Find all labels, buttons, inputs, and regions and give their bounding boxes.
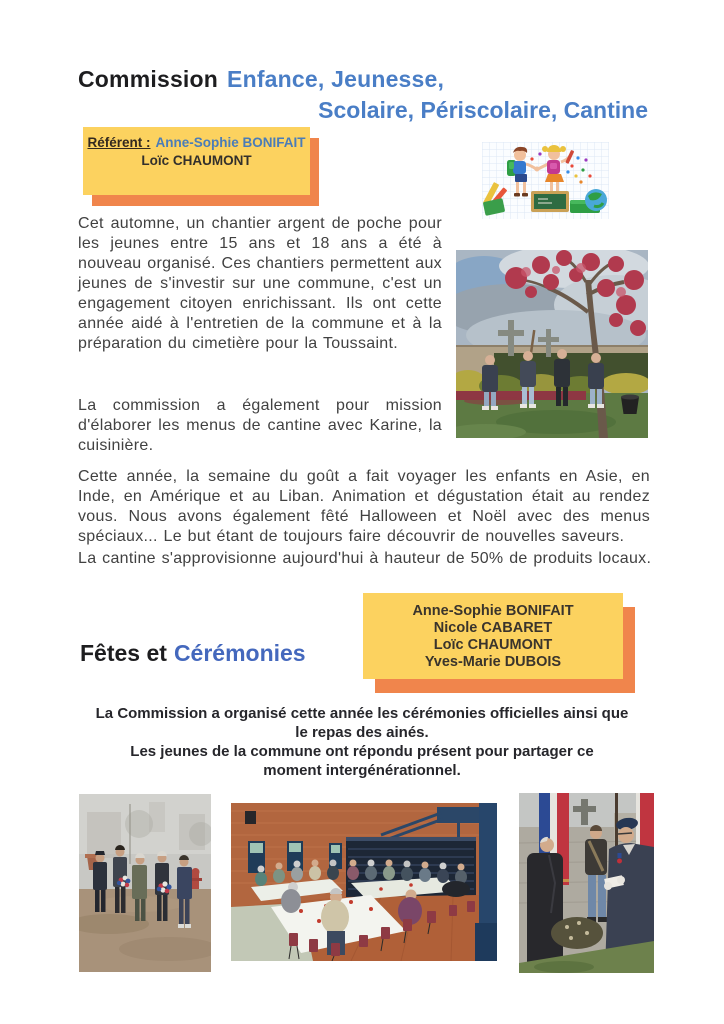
member-name: Nicole CABARET bbox=[433, 620, 553, 636]
members-box bbox=[363, 593, 623, 679]
title-scolaire-periscolaire-cantine: Scolaire, Périscolaire, Cantine bbox=[318, 97, 648, 123]
referent-box bbox=[83, 127, 310, 195]
intro-line: La Commission a organisé cette année les cérémonies officielles ainsi que bbox=[95, 705, 629, 722]
page-title bbox=[78, 66, 444, 93]
paragraph-produits-locaux: La cantine s'approvisionne aujourd'hui à hauteur de 50% de produits locaux. bbox=[78, 550, 652, 567]
fetes-title-black: Fêtes et bbox=[80, 640, 167, 666]
bystander-figure bbox=[585, 825, 607, 922]
veteran-left-figure bbox=[527, 837, 563, 973]
repas-aines-photo bbox=[231, 803, 497, 961]
fetes-ceremonies-title bbox=[80, 640, 306, 667]
bleachers bbox=[346, 837, 476, 841]
title-enfance-jeunesse: Enfance, Jeunesse, bbox=[227, 66, 445, 92]
member-name: Yves-Marie DUBOIS bbox=[424, 654, 562, 670]
referent-label: Référent : bbox=[87, 135, 151, 150]
flag-ceremony-photo bbox=[519, 793, 654, 973]
wreath-ceremony-photo bbox=[79, 794, 211, 972]
ceremonies-intro bbox=[52, 704, 672, 780]
fetes-title-blue: Cérémonies bbox=[173, 640, 306, 666]
intro-line: Les jeunes de la commune ont répondu présent pour partager ce bbox=[130, 743, 594, 760]
referent-line bbox=[83, 134, 310, 152]
school-kids-clipart bbox=[482, 142, 609, 219]
member-name: Anne-Sophie BONIFAIT bbox=[412, 603, 574, 619]
referent-second-name: Loïc CHAUMONT bbox=[141, 153, 252, 168]
intro-line: le repas des ainés. bbox=[295, 724, 429, 741]
bucket bbox=[621, 397, 639, 414]
chantier-jeunes-photo bbox=[456, 250, 648, 438]
title-commission: Commission bbox=[78, 66, 219, 92]
paragraph-chantier: Cet automne, un chantier argent de poche pour les jeunes entre 15 ans et 18 ans a été à nouveau organisé. Ces chantiers permettent aux jeunes de s'investir sur une commune, c'est un engagement citoyen enrichissant. Ils ont cette année aidé à l'entretien de la commune et à la préparation du cimetière pour la Toussaint. bbox=[78, 215, 442, 352]
member-name: Loïc CHAUMONT bbox=[433, 637, 553, 653]
intro-line: moment intergénérationnel. bbox=[263, 762, 461, 779]
paragraph-semaine-gout: Cette année, la semaine du goût a fait voyager les enfants en Asie, en Inde, en Amérique et au Liban. Animation et dégustation était au rendez vous. Nous avons également fêté Halloween et Noël avec des menus spéciaux... Le but étant de toujours faire découvrir de nouvelles saveurs. bbox=[78, 468, 650, 545]
bush bbox=[551, 917, 603, 949]
paragraph-cantine-mission: La commission a également pour mission d'élaborer les menus de cantine avec Karine, la cuisinière. bbox=[78, 397, 442, 454]
referent-name: Anne-Sophie BONIFAIT bbox=[155, 135, 306, 150]
speaker bbox=[245, 811, 256, 824]
